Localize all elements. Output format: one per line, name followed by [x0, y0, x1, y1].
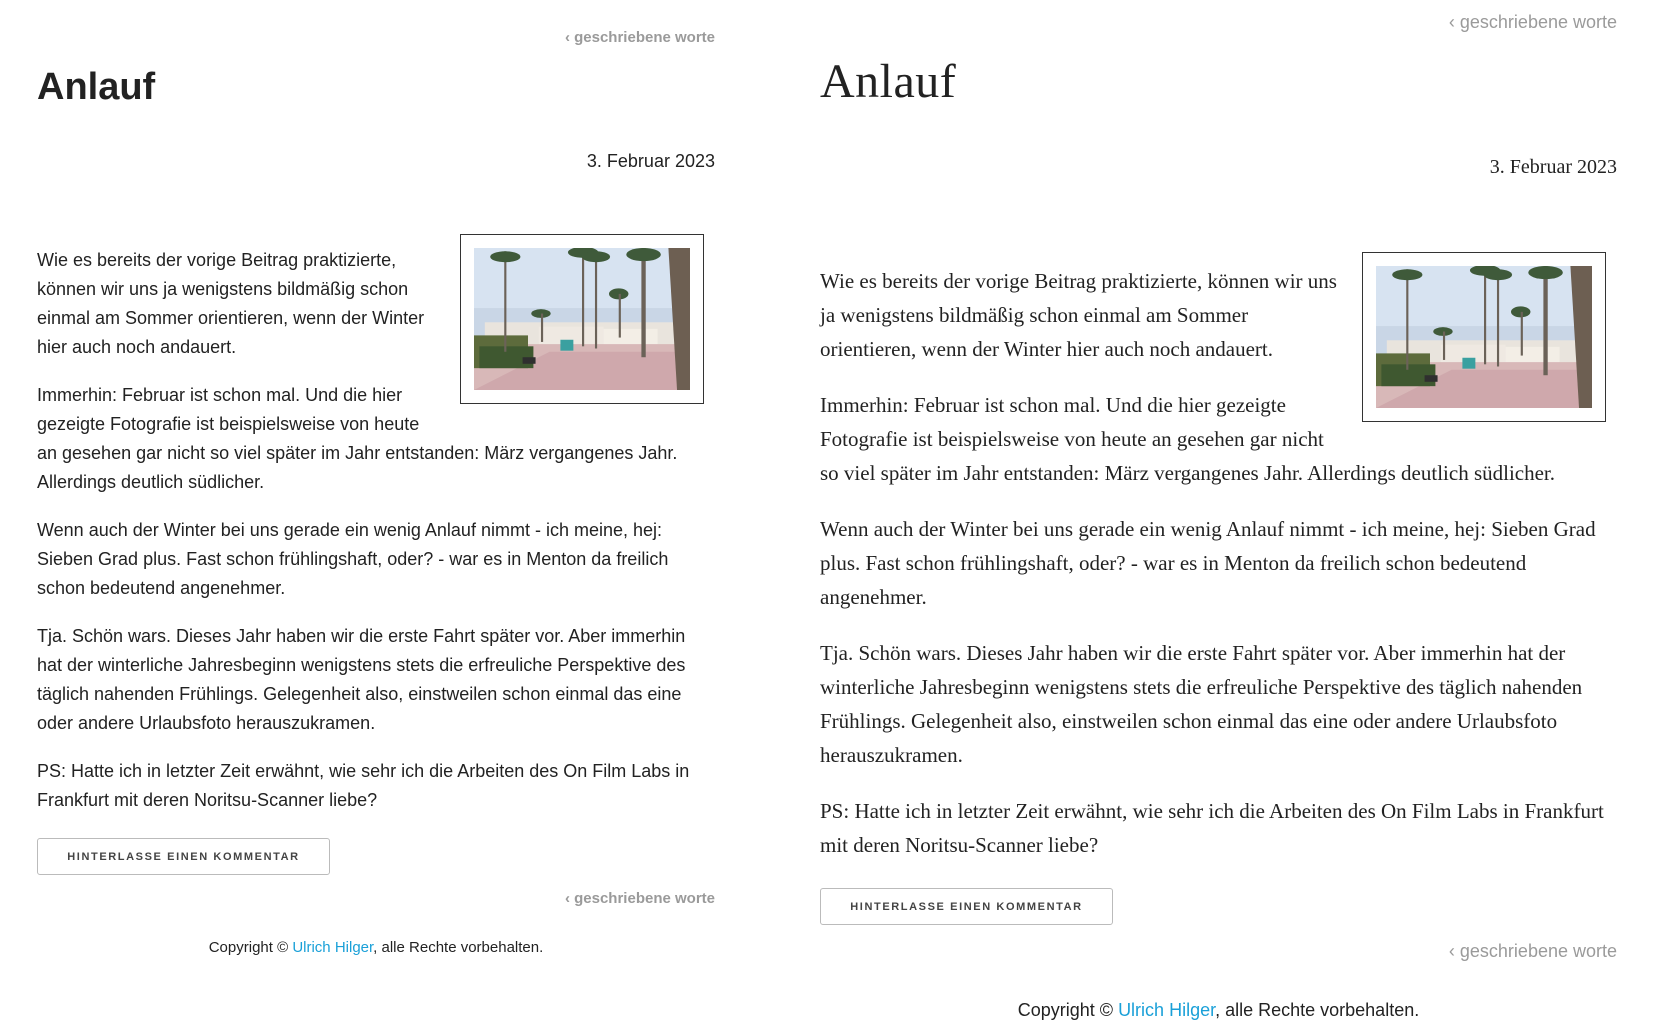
paragraph-1: Wie es bereits der vorige Beitrag praktizierte, können wir uns ja wenigstens bildmäßig schon einmal am Sommer orientieren, wenn der Winter hier auch noch andauert. [37, 250, 425, 357]
photo-frame[interactable] [1362, 252, 1606, 422]
paragraph-5: PS: Hatte ich in letzter Zeit erwähnt, wie sehr ich die Arbeiten des On Film Labs in Frankfurt mit deren Noritsu-Scanner liebe? [37, 761, 690, 810]
post-date: 3. Februar 2023 [586, 151, 715, 171]
footer-prefix: Copyright © [1017, 1000, 1119, 1020]
post-date: 3. Februar 2023 [1489, 156, 1617, 178]
leave-comment-button[interactable]: HINTERLASSE EINEN KOMMENTAR [37, 838, 330, 875]
post-title: Anlauf [37, 66, 156, 108]
footer-copyright [820, 1000, 1617, 1021]
paragraph-3: Wenn auch der Winter bei uns gerade ein wenig Anlauf nimmt - ich meine, hej: Sieben Grad plus. Fast schon frühlingshaft, oder? - war es in Menton da freilich schon bedeutend angenehmer. [37, 520, 669, 598]
footer-suffix: , alle Rechte vorbehalten. [1215, 1000, 1420, 1020]
palm-promenade-photo [474, 248, 690, 390]
back-link-top[interactable]: ‹ geschriebene worte [1448, 12, 1617, 32]
post-body [37, 246, 715, 834]
paragraph-4: Tja. Schön wars. Dieses Jahr haben wir die erste Fahrt später vor. Aber immerhin hat der winterliche Jahresbeginn wenigstens stets die erfreuliche Perspektive des täglich nahenden Frühlings. Gelegenheit also, einstweilen schon einmal das eine oder andere Urlaubsfoto herauszukramen. [37, 626, 686, 733]
footer-author-link[interactable]: Ulrich Hilger [292, 939, 374, 956]
paragraph-1: Wie es bereits der vorige Beitrag praktizierte, können wir uns ja wenigstens bildmäßig schon einmal am Sommer orientieren, wenn der Winter hier auch noch andauert. [820, 269, 1337, 361]
paragraph-3: Wenn auch der Winter bei uns gerade ein wenig Anlauf nimmt - ich meine, hej: Sieben Grad plus. Fast schon frühlingshaft, oder? - war es in Menton da freilich schon bedeutend angenehmer. [820, 517, 1596, 609]
back-link-bottom[interactable]: ‹ geschriebene worte [564, 890, 715, 907]
paragraph-4: Tja. Schön wars. Dieses Jahr haben wir die erste Fahrt später vor. Aber immerhin hat der winterliche Jahresbeginn wenigstens stets die erfreuliche Perspektive des täglich nahenden Frühlings. Gelegenheit also, einstweilen schon einmal das eine oder andere Urlaubsfoto herauszukramen. [820, 641, 1583, 767]
paragraph-5: PS: Hatte ich in letzter Zeit erwähnt, wie sehr ich die Arbeiten des On Film Labs in Frankfurt mit deren Noritsu-Scanner liebe? [820, 799, 1604, 857]
palm-promenade-photo [1376, 266, 1592, 408]
footer-copyright [37, 939, 715, 956]
post-title: Anlauf [820, 55, 957, 108]
back-link-top[interactable]: ‹ geschriebene worte [564, 29, 715, 46]
photo-frame[interactable] [460, 234, 704, 404]
post-body [820, 264, 1617, 884]
paragraph-2: Immerhin: Februar ist schon mal. Und die hier gezeigte Fotografie ist beispielsweise von heute an gesehen gar nicht so viel später im Jahr entstanden: März vergangenes Jahr. Allerdings deutlich südlicher. [37, 385, 678, 492]
paragraph-2: Immerhin: Februar ist schon mal. Und die hier gezeigte Fotografie ist beispielsweise von heute an gesehen gar nicht so viel später im Jahr entstanden: März vergangenes Jahr. Allerdings deutlich südlicher. [820, 393, 1556, 485]
footer-suffix: , alle Rechte vorbehalten. [373, 939, 544, 956]
footer-author-link[interactable]: Ulrich Hilger [1118, 1000, 1216, 1020]
back-link-bottom[interactable]: ‹ geschriebene worte [1448, 941, 1617, 961]
leave-comment-button[interactable]: HINTERLASSE EINEN KOMMENTAR [820, 888, 1113, 925]
footer-prefix: Copyright © [208, 939, 293, 956]
